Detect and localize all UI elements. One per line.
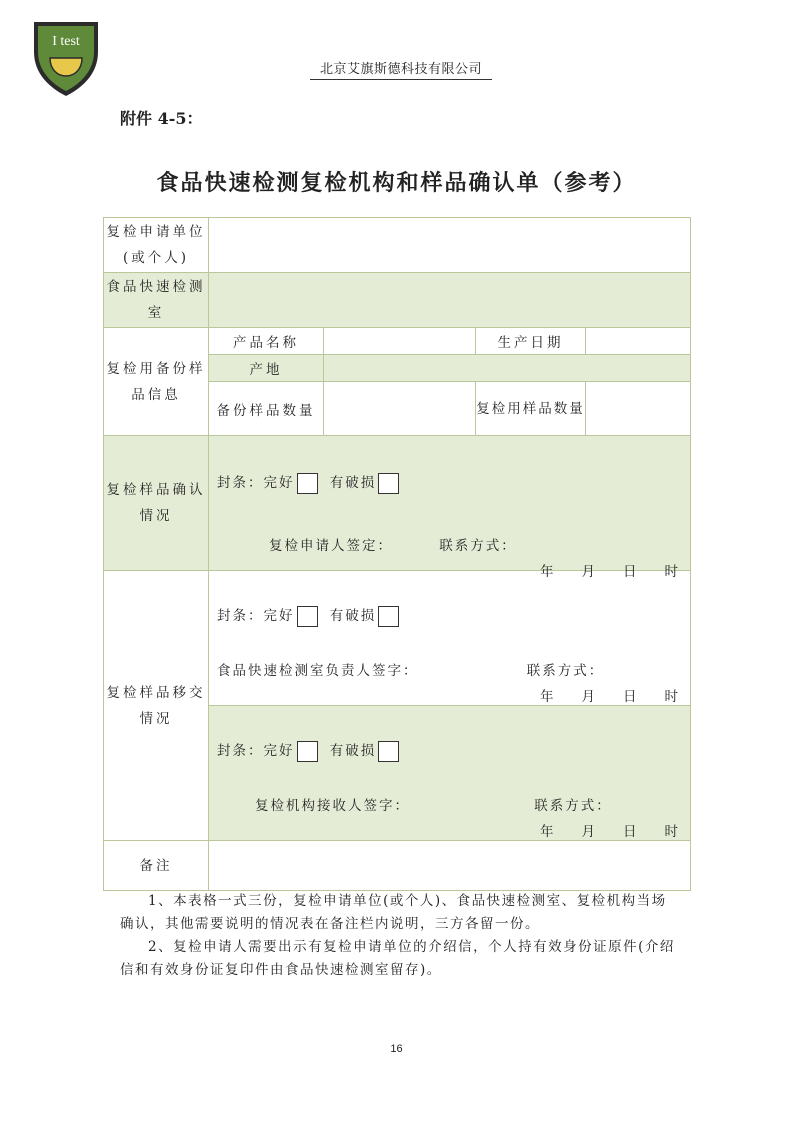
note-item: 1、本表格一式三份，复检申请单位(或个人)、食品快速检测室、复检机构当场确认，其他需要说明的情况表在备注栏内说明，三方各留一份。 <box>120 893 667 932</box>
seal-intact-checkbox[interactable] <box>297 606 318 627</box>
contact-label: 联系方式： <box>439 538 517 554</box>
page-title: 食品快速检测复检机构和样品确认单（参考） <box>156 170 637 196</box>
confirm-label: 复检样品确认情况 <box>104 436 209 571</box>
seal-intact-checkbox[interactable] <box>297 473 318 494</box>
page-number: 16 <box>390 1043 403 1055</box>
transfer-section-lab <box>209 571 691 706</box>
agency-receiver-sign-label: 复检机构接收人签字： <box>255 798 410 814</box>
lab-label: 食品快速检测室 <box>104 273 209 328</box>
company-name: 北京艾旗斯德科技有限公司 <box>310 58 492 80</box>
product-name-label: 产品名称 <box>209 328 324 355</box>
confirmation-form-table <box>103 217 691 891</box>
origin-label: 产地 <box>209 355 324 382</box>
backup-qty-field[interactable] <box>324 382 476 436</box>
seal-intact-label: 封条：完好 <box>217 608 295 624</box>
origin-field[interactable] <box>324 355 691 382</box>
svg-text:I test: I test <box>52 34 80 49</box>
seal-damaged-checkbox[interactable] <box>378 741 399 762</box>
applicant-sign-label: 复检申请人签定： <box>269 538 393 554</box>
seal-damaged-label: 有破损 <box>329 475 377 491</box>
seal-intact-label: 封条：完好 <box>217 743 295 759</box>
remark-field[interactable] <box>209 841 691 891</box>
seal-damaged-checkbox[interactable] <box>378 606 399 627</box>
transfer-section-agency <box>209 706 691 841</box>
notes <box>120 890 680 982</box>
product-name-field[interactable] <box>324 328 476 355</box>
contact-label: 联系方式： <box>526 663 605 679</box>
note-item: 2、复检申请人需要出示有复检申请单位的介绍信，个人持有效身份证原件(介绍信和有效身份证复印件由食品快速检测室留存)。 <box>120 939 675 978</box>
backup-info-label: 复检用备份样品信息 <box>104 328 209 436</box>
seal-damaged-label: 有破损 <box>329 743 377 759</box>
lab-head-sign-label: 食品快速检测室负责人签字： <box>217 663 419 679</box>
recheck-qty-field[interactable] <box>586 382 691 436</box>
attachment-label: 附件 4-5： <box>120 109 203 128</box>
date-line: 年 月 日 时 <box>540 689 680 705</box>
remark-label: 备注 <box>104 841 209 891</box>
transfer-label: 复检样品移交情况 <box>104 571 209 841</box>
confirm-section <box>209 436 691 580</box>
lab-field[interactable] <box>209 273 691 328</box>
recheck-qty-label: 复检用样品数量 <box>476 382 586 436</box>
date-line: 年 月 日 时 <box>540 824 680 840</box>
contact-label: 联系方式： <box>534 798 612 814</box>
seal-damaged-checkbox[interactable] <box>378 473 399 494</box>
backup-qty-label: 备份样品数量 <box>209 382 324 436</box>
applicant-field[interactable] <box>209 218 691 273</box>
company-logo <box>30 18 102 98</box>
seal-intact-checkbox[interactable] <box>297 741 318 762</box>
seal-intact-label: 封条：完好 <box>217 475 295 491</box>
date-line: 年 月 日 时 <box>540 564 680 580</box>
applicant-label: 复检申请单位(或个人) <box>104 218 209 273</box>
production-date-label: 生产日期 <box>476 328 586 355</box>
seal-damaged-label: 有破损 <box>329 608 377 624</box>
production-date-field[interactable] <box>586 328 691 355</box>
